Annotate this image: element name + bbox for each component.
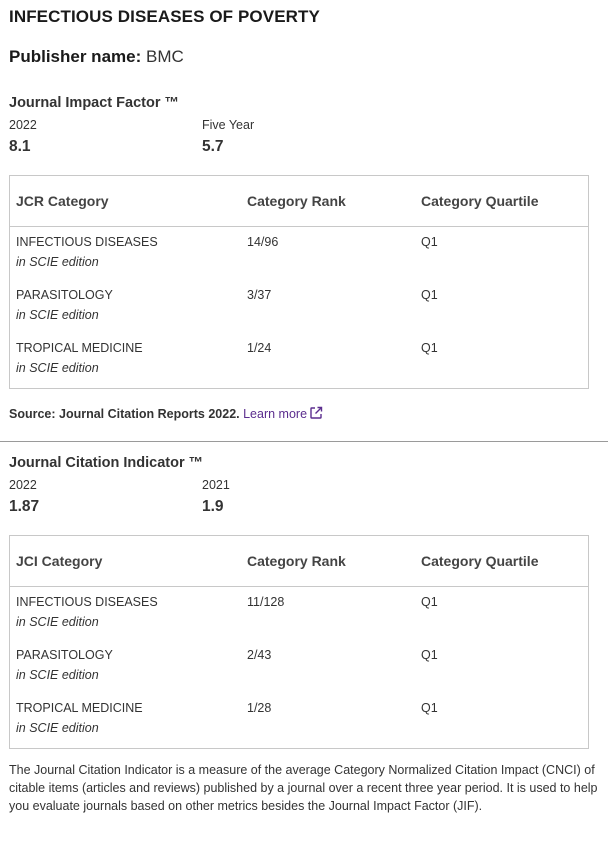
metric-value: 8.1 (9, 138, 31, 155)
category-name: TROPICAL MEDICINE (16, 341, 143, 355)
jci-section-title: Journal Citation Indicator ™ (9, 455, 204, 471)
header-quartile: Category Quartile (415, 176, 589, 227)
publisher-label: Publisher name: (9, 47, 142, 66)
source-label: Source: Journal Citation Reports (9, 407, 205, 421)
table-row (10, 280, 589, 333)
rank-cell: 3/37 (247, 288, 272, 302)
jcr-category-table (9, 175, 589, 389)
jif-metric-five-year (202, 118, 395, 156)
header-category: JCR Category (10, 176, 242, 227)
category-name: PARASITOLOGY (16, 288, 113, 302)
jcr-source-line (9, 406, 605, 423)
header-quartile: Category Quartile (415, 536, 589, 587)
quartile-cell: Q1 (421, 341, 438, 355)
publisher-line (9, 47, 605, 67)
source-year: 2022. (208, 407, 240, 421)
quartile-cell: Q1 (421, 235, 438, 249)
header-rank: Category Rank (241, 176, 415, 227)
journal-title: INFECTIOUS DISEASES OF POVERTY (9, 7, 320, 26)
category-name: INFECTIOUS DISEASES (16, 595, 158, 609)
table-row (10, 640, 589, 693)
header-rank: Category Rank (241, 536, 415, 587)
metric-year: 2022 (9, 118, 37, 132)
rank-cell: 1/28 (247, 701, 272, 715)
category-edition: in SCIE edition (16, 255, 99, 269)
table-row (10, 693, 589, 749)
metric-year: Five Year (202, 118, 255, 132)
learn-more-label: Learn more (243, 407, 308, 421)
metric-value: 5.7 (202, 138, 224, 155)
category-cell (10, 333, 242, 389)
external-link-icon (309, 406, 323, 423)
jif-metric-2022 (9, 118, 202, 156)
quartile-cell: Q1 (421, 288, 438, 302)
rank-cell: 1/24 (247, 341, 272, 355)
metric-year: 2021 (202, 478, 230, 492)
category-cell (10, 280, 242, 333)
quartile-cell: Q1 (421, 701, 438, 715)
category-edition: in SCIE edition (16, 308, 99, 322)
jci-description: The Journal Citation Indicator is a measure of the average Category Normalized Citation Impact (CNCI) of citable items (articles and reviews) published by a journal over a recent three year period. It is used to help you evaluate journals based on other metrics besides the Journal Impact Factor (JIF). (9, 763, 598, 813)
quartile-cell: Q1 (421, 595, 438, 609)
metric-year: 2022 (9, 478, 37, 492)
category-cell (10, 587, 242, 641)
jif-metrics (9, 118, 605, 156)
rank-cell: 2/43 (247, 648, 272, 662)
metric-value: 1.9 (202, 498, 224, 515)
rank-cell: 14/96 (247, 235, 279, 249)
table-row (10, 587, 589, 641)
category-edition: in SCIE edition (16, 361, 99, 375)
jci-metric-2021 (202, 478, 395, 516)
jci-metrics (9, 478, 605, 516)
table-header-row (10, 536, 589, 587)
jci-category-table (9, 535, 589, 749)
category-cell (10, 693, 242, 749)
publisher-name: BMC (146, 47, 184, 66)
category-cell (10, 227, 242, 281)
table-row (10, 227, 589, 281)
category-name: INFECTIOUS DISEASES (16, 235, 158, 249)
table-header-row (10, 176, 589, 227)
category-edition: in SCIE edition (16, 615, 99, 629)
category-name: PARASITOLOGY (16, 648, 113, 662)
jci-metric-2022 (9, 478, 202, 516)
rank-cell: 11/128 (247, 595, 285, 609)
category-cell (10, 640, 242, 693)
jif-section-title: Journal Impact Factor ™ (9, 95, 180, 111)
section-divider (0, 441, 608, 442)
category-edition: in SCIE edition (16, 721, 99, 735)
quartile-cell: Q1 (421, 648, 438, 662)
learn-more-link[interactable] (243, 407, 323, 421)
metric-value: 1.87 (9, 498, 40, 515)
header-category: JCI Category (10, 536, 242, 587)
category-name: TROPICAL MEDICINE (16, 701, 143, 715)
table-row (10, 333, 589, 389)
category-edition: in SCIE edition (16, 668, 99, 682)
